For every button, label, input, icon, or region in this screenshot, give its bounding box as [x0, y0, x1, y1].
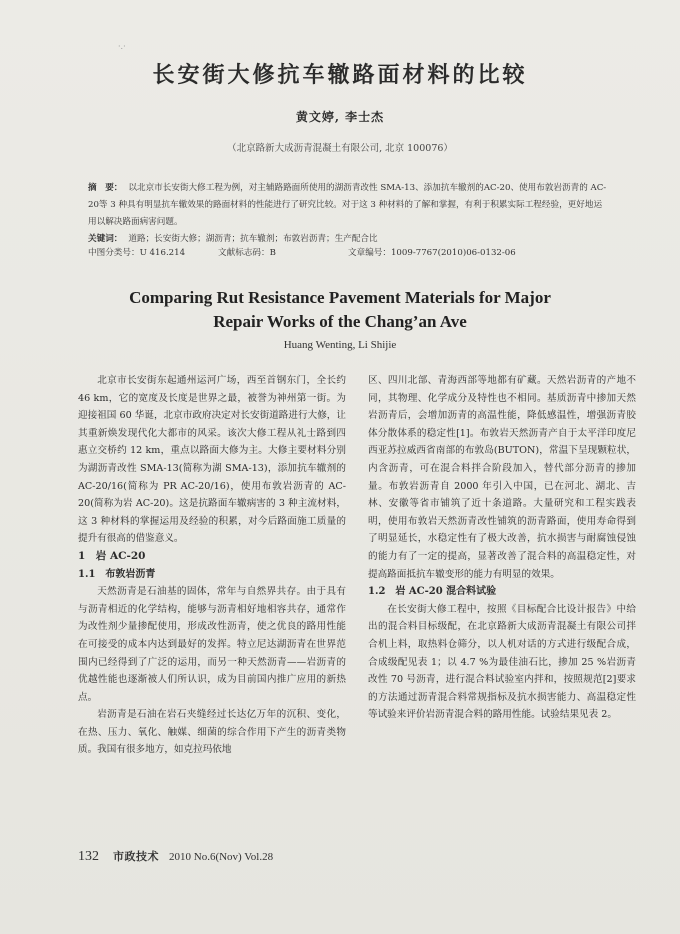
intro-paragraph: 北京市长安街东起通州运河广场，西至首钢东门，全长约 46 km，它的宽度及长度是世界之最，被誉为神州第一街。为迎接祖国 60 华诞，北京市政府决定对长安街道路进行大修，让其重新焕发现代化大都市的风采。该次大修工程从礼士路到四惠立交桥约 12 km，重点以路面大修为主。大修主要材料分别为湖沥青改性 SMA-13(简称为湖 SMA-13)，添加抗车辙剂的 AC-20/16(简称为 PR AC-20/16)，使用布敦岩沥青的 AC-20(简称为岩 AC-20)。这是抗路面车辙病害的 3 种主流材料，这 3 种材料的掌握运用及经验的积累，对今后路面施工质量的提升有很高的借鉴意义。: [78, 375, 346, 545]
clc-number: 中图分类号：U 416.214: [88, 248, 186, 258]
paragraph-mix-test: 在长安街大修工程中，按照《目标配合比设计报告》中给出的混合料目标级配，在北京路新大成沥青混凝土有限公司拌合机上料，取热料仓筛分，以人机对话的方式进行级配合成，合成级配见表 1；以 4.7 %为最佳油石比，掺加 25 %岩沥青改性 70 号沥青，进行混合料试验室内拌和，按照规范[2]要求的方法通过沥青混合料常规指标及抗水损害能力、高温稳定性等试验来评价岩沥青混合料的路用性能。试验结果见表 2。: [368, 603, 636, 721]
page-title: 长安街大修抗车辙路面材料的比较: [152, 62, 528, 88]
section-heading-1-2: 1.2 岩 AC-20 混合料试验: [368, 586, 497, 598]
scan-mark: ·.·: [118, 42, 126, 51]
left-column: [78, 372, 346, 759]
keywords-label: 关键词：: [88, 234, 123, 244]
authors-en: Huang Wenting, Li Shijie: [283, 339, 397, 351]
section-heading-1: 1 岩 AC-20: [78, 549, 146, 562]
article-number: 文章编号：1009-7767(2010)06-0132-06: [348, 248, 516, 258]
page-footer: [78, 848, 618, 865]
issue-info: 2010 No.6(Nov) Vol.28: [169, 851, 274, 863]
paragraph-buton: 区、四川北部、青海西部等地都有矿藏。天然岩沥青的产地不同，其物理、化学成分及特性也不相同。基质沥青中掺加天然岩沥青后，会增加沥青的高温性能，降低感温性，增强沥青胶体分散体系的稳定性[1]。布敦岩天然沥青产自于太平洋印度尼西亚苏拉威西省南部的布敦岛(BUTON)，常温下呈现颗粒状，内含沥青，可在混合料拌合阶段加入，替代部分沥青的掺加量。布敦岩沥青自 2000 年引入中国，已在河北、湖北、吉林、安徽等省市铺筑了近十条道路。大量研究和工程实践表明，使用布敦岩天然沥青改性铺筑的沥青路面，使用寿命得到了明显延长，水稳定性有了极大改善，抗水损害与耐腐蚀侵蚀的能力有了一定的提高，显著改善了混合料的高温稳定性，对提高路面抵抗车辙变形的能力有明显的效果。: [368, 375, 636, 580]
classification-line: [88, 246, 608, 258]
paragraph-rock-asphalt: 岩沥青是石油在岩石夹缝经过长达亿万年的沉积、变化，在热、压力、氧化、触媒、细菌的综合作用下产生的沥青类物质。我国有很多地方，如克拉玛依地: [78, 709, 346, 756]
page-number: 132: [78, 849, 99, 864]
abstract-label: 摘 要：: [88, 183, 123, 193]
paragraph-natural-asphalt: 天然沥青是石油基的固体，常年与自然界共存。由于具有与沥青相近的化学结构，能够与沥青相好地相容共存，通常作为改性剂少量掺配使用，形成改性沥青，使之优良的路用性能在可接受的成本内达到最好的发挥。特立尼达湖沥青在世界范围内已经得到了广泛的运用，而另一种天然沥青——岩沥青的优越性能也逐渐被人们所认识，成为目前国内推广应用的新热点。: [78, 586, 346, 703]
english-title-text: Comparing Rut Resistance Pavement Materials for Major Repair Works of the Chang’an Ave: [129, 288, 551, 331]
abstract: [88, 180, 608, 231]
english-title: [0, 286, 680, 334]
document-code: 文献标志码：B: [218, 248, 276, 258]
journal-name: 市政技术: [113, 850, 159, 863]
abstract-block: [88, 180, 608, 248]
section-heading-1-1: 1.1 布敦岩沥青: [78, 568, 156, 580]
right-column: [368, 372, 636, 724]
abstract-text: 以北京市长安街大修工程为例，对主辅路路面所使用的湖沥青改性 SMA-13、添加抗车辙剂的AC-20、使用布敦岩沥青的 AC-20等 3 种具有明显抗车辙效果的路面材料的性能进行了研究比较。对于这 3 种材料的了解和掌握，有利于积累实际工程经验，更好地运用以解决路面病害问题。: [88, 183, 607, 227]
affiliation-cn: （北京路新大成沥青混凝土有限公司, 北京 100076）: [227, 143, 453, 154]
keywords-text: 道路；长安街大修；湖沥青；抗车辙剂；布敦岩沥青；生产配合比: [128, 234, 378, 244]
authors-cn: 黄文婷, 李士杰: [295, 110, 385, 124]
